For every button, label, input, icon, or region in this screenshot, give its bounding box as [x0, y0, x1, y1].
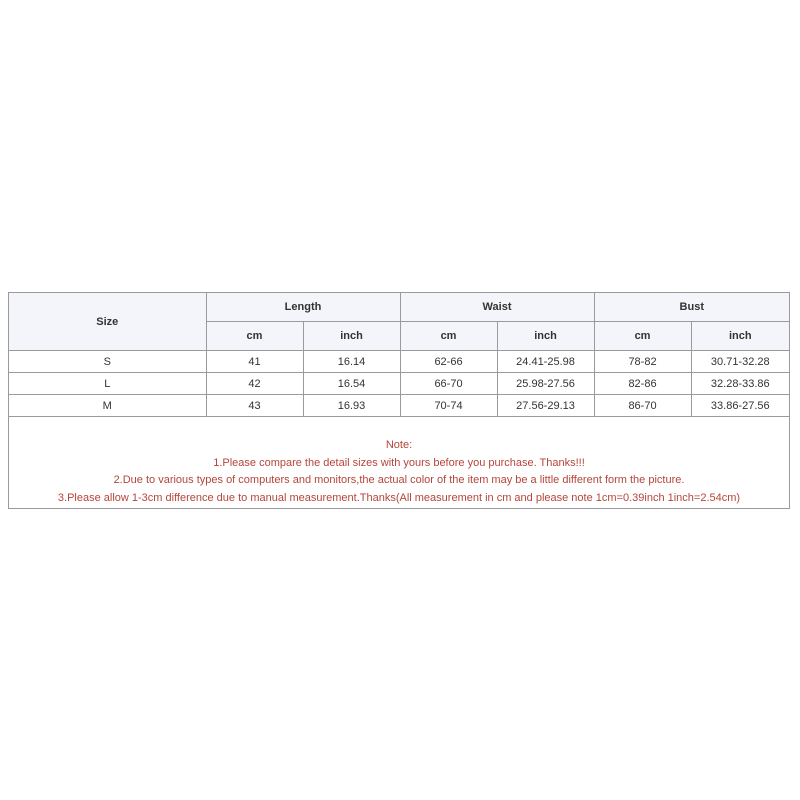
- table-cell: 42: [206, 373, 303, 395]
- table-row: [9, 373, 789, 395]
- size-column-header: Size: [9, 293, 206, 351]
- table-cell: 30.71-32.28: [691, 351, 789, 373]
- table-cell: 78-82: [594, 351, 691, 373]
- table-cell: 82-86: [594, 373, 691, 395]
- unit-header: inch: [691, 322, 789, 351]
- size-cell: M: [9, 395, 206, 417]
- table-cell: 62-66: [400, 351, 497, 373]
- table-row: [9, 351, 789, 373]
- table-cell: 66-70: [400, 373, 497, 395]
- unit-header: inch: [497, 322, 594, 351]
- table-cell: 70-74: [400, 395, 497, 417]
- unit-header: cm: [594, 322, 691, 351]
- length-group-header: Length: [206, 293, 400, 322]
- table-cell: 27.56-29.13: [497, 395, 594, 417]
- waist-group-header: Waist: [400, 293, 594, 322]
- unit-header: cm: [400, 322, 497, 351]
- table-cell: 16.54: [303, 373, 400, 395]
- note-line: 3.Please allow 1-3cm difference due to manual measurement.Thanks(All measurement in cm and please note 1cm=0.39inch 1inch=2.54cm): [57, 491, 741, 504]
- table-row: [9, 395, 789, 417]
- notes-section: [9, 416, 789, 508]
- table-cell: 43: [206, 395, 303, 417]
- table-cell: 16.14: [303, 351, 400, 373]
- note-line: 1.Please compare the detail sizes with yours before you purchase. Thanks!!!: [213, 456, 585, 469]
- note-line: 2.Due to various types of computers and monitors,the actual color of the item may be a little different form the picture.: [113, 474, 685, 486]
- unit-header: inch: [303, 322, 400, 351]
- table-cell: 32.28-33.86: [691, 373, 789, 395]
- unit-header: cm: [206, 322, 303, 351]
- table-cell: 33.86-27.56: [691, 395, 789, 417]
- size-table: [9, 293, 789, 416]
- table-cell: 41: [206, 351, 303, 373]
- bust-group-header: Bust: [594, 293, 789, 322]
- table-cell: 24.41-25.98: [497, 351, 594, 373]
- size-cell: S: [9, 351, 206, 373]
- size-chart: [8, 292, 790, 509]
- group-header-row: [9, 293, 789, 322]
- table-cell: 25.98-27.56: [497, 373, 594, 395]
- table-cell: 86-70: [594, 395, 691, 417]
- size-cell: L: [9, 373, 206, 395]
- table-cell: 16.93: [303, 395, 400, 417]
- note-title: Note:: [385, 439, 413, 451]
